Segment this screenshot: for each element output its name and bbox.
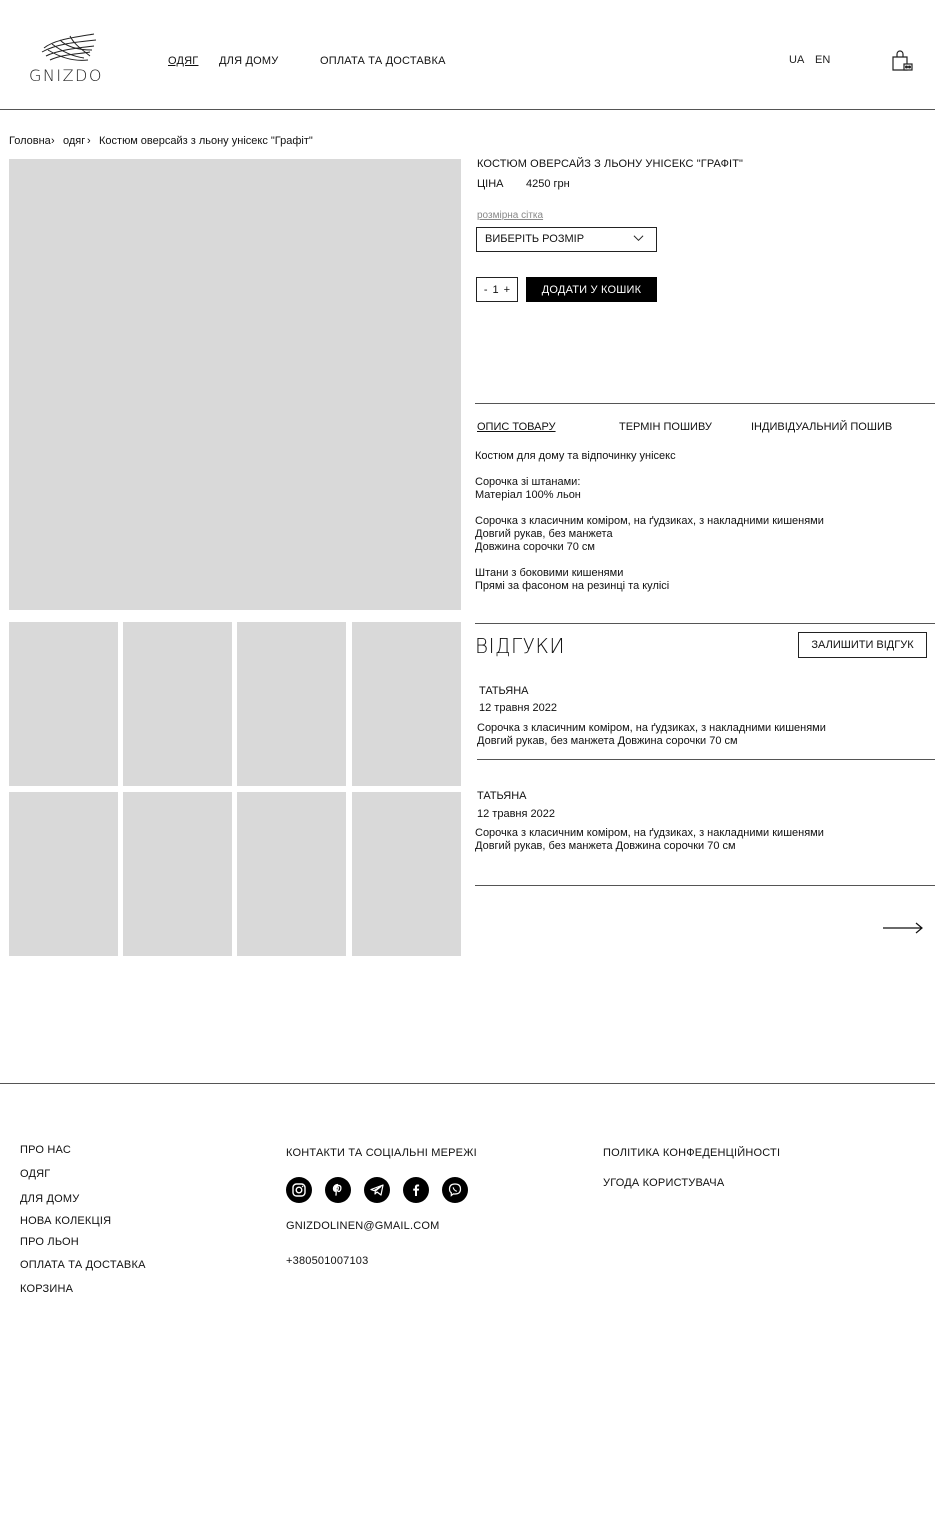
nest-logo-icon [40, 30, 98, 66]
footer-link-privacy[interactable]: ПОЛІТИКА КОНФЕДЕНЦІЙНОСТІ [603, 1147, 781, 1159]
qty-plus-button[interactable]: + [503, 283, 511, 296]
description-line: Довжина сорочки 70 см [475, 541, 595, 553]
viber-icon[interactable] [442, 1177, 468, 1203]
review-date: 12 травня 2022 [477, 808, 555, 820]
footer-link-about-linen[interactable]: ПРО ЛЬОН [20, 1236, 79, 1248]
chevron-down-icon [633, 233, 644, 244]
review-divider [477, 759, 935, 760]
quantity-stepper [476, 277, 518, 302]
qty-minus-button[interactable]: - [483, 283, 488, 296]
description-line: Сорочка з класичним коміром, на ґудзиках, з накладними кишенями [475, 515, 824, 527]
review-text: Сорочка з класичним коміром, на ґудзиках, з накладними кишенями [477, 722, 826, 734]
review-date: 12 травня 2022 [479, 702, 557, 714]
tabs-divider [475, 403, 935, 404]
chevron-right-icon: › [51, 135, 55, 147]
product-thumbnail[interactable] [237, 792, 346, 956]
telegram-icon[interactable] [364, 1177, 390, 1203]
contact-email[interactable]: GNIZDOLINEN@GMAIL.COM [286, 1220, 440, 1232]
product-title: КОСТЮМ ОВЕРСАЙЗ З ЛЬОНУ УНІСЕКС "ГРАФІТ" [477, 158, 744, 170]
footer-link-home-goods[interactable]: ДЛЯ ДОМУ [20, 1193, 80, 1205]
footer-link-payment-delivery[interactable]: ОПЛАТА ТА ДОСТАВКА [20, 1259, 146, 1271]
qty-value[interactable]: 1 [492, 283, 499, 296]
product-thumbnail[interactable] [352, 622, 461, 786]
arrow-right-icon[interactable] [882, 921, 924, 935]
lang-ua[interactable]: UA [789, 54, 805, 66]
review-divider [475, 885, 935, 886]
review-author: ТАТЬЯНА [479, 685, 529, 697]
size-select[interactable] [476, 227, 657, 252]
contact-phone[interactable]: +380501007103 [286, 1255, 369, 1267]
breadcrumb-category[interactable]: одяг [63, 135, 86, 147]
reviews-divider [475, 623, 935, 624]
product-thumbnail[interactable] [9, 622, 118, 786]
pinterest-icon[interactable] [325, 1177, 351, 1203]
contacts-title: КОНТАКТИ ТА СОЦІАЛЬНІ МЕРЕЖІ [286, 1147, 477, 1159]
tab-description[interactable]: ОПИС ТОВАРУ [477, 421, 556, 433]
footer-link-new-collection[interactable]: НОВА КОЛЕКЦІЯ [20, 1215, 112, 1227]
price-label: ЦІНА [477, 178, 504, 190]
product-thumbnail[interactable] [123, 792, 232, 956]
footer-link-agreement[interactable]: УГОДА КОРИСТУВАЧА [603, 1177, 725, 1189]
leave-review-button[interactable]: ЗАЛИШИТИ ВІДГУК [798, 632, 927, 658]
shopping-bag-icon[interactable] [890, 49, 914, 73]
nav-clothes[interactable]: ОДЯГ [168, 55, 199, 67]
product-main-image[interactable] [9, 159, 461, 610]
footer-divider [0, 1083, 935, 1084]
description-line: Довгий рукав, без манжета [475, 528, 613, 540]
description-line: Прямі за фасоном на резинці та кулісі [475, 580, 670, 592]
tab-custom-tailoring[interactable]: ІНДИВІДУАЛЬНИЙ ПОШИВ [751, 421, 893, 433]
description-line: Матеріал 100% льон [475, 489, 581, 501]
description-line: Сорочка зі штанами: [475, 476, 581, 488]
logo-text: GNIZDO [29, 66, 103, 85]
nav-home-goods[interactable]: ДЛЯ ДОМУ [219, 55, 279, 67]
footer-link-about[interactable]: ПРО НАС [20, 1144, 71, 1156]
review-text: Сорочка з класичним коміром, на ґудзиках, з накладними кишенями [475, 827, 824, 839]
price-value: 4250 грн [526, 178, 570, 190]
reviews-title: ВІДГУКИ [475, 634, 565, 658]
product-thumbnail[interactable] [9, 792, 118, 956]
footer-link-clothes[interactable]: ОДЯГ [20, 1168, 51, 1180]
review-text: Довгий рукав, без манжета Довжина сорочки 70 см [477, 735, 738, 747]
review-text: Довгий рукав, без манжета Довжина сорочки 70 см [475, 840, 736, 852]
size-select-label: ВИБЕРІТЬ РОЗМІР [485, 233, 585, 245]
nav-payment-delivery[interactable]: ОПЛАТА ТА ДОСТАВКА [320, 55, 446, 67]
breadcrumb-home[interactable]: Головна [9, 135, 51, 147]
product-thumbnail[interactable] [352, 792, 461, 956]
lang-en[interactable]: EN [815, 54, 831, 66]
size-chart-link[interactable]: розмірна сітка [477, 210, 544, 221]
add-to-cart-button[interactable]: ДОДАТИ У КОШИК [526, 277, 657, 302]
instagram-icon[interactable] [286, 1177, 312, 1203]
description-line: Штани з боковими кишенями [475, 567, 624, 579]
footer-link-cart[interactable]: КОРЗИНА [20, 1283, 74, 1295]
facebook-icon[interactable] [403, 1177, 429, 1203]
header-divider [0, 109, 935, 110]
breadcrumb-current: Костюм оверсайз з льону унісекс "Графіт" [99, 135, 313, 147]
product-thumbnail[interactable] [237, 622, 346, 786]
chevron-right-icon: › [87, 135, 91, 147]
description-line: Костюм для дому та відпочинку унісекс [475, 450, 676, 462]
review-author: ТАТЬЯНА [477, 790, 527, 802]
tab-production-time[interactable]: ТЕРМІН ПОШИВУ [619, 421, 712, 433]
product-thumbnail[interactable] [123, 622, 232, 786]
